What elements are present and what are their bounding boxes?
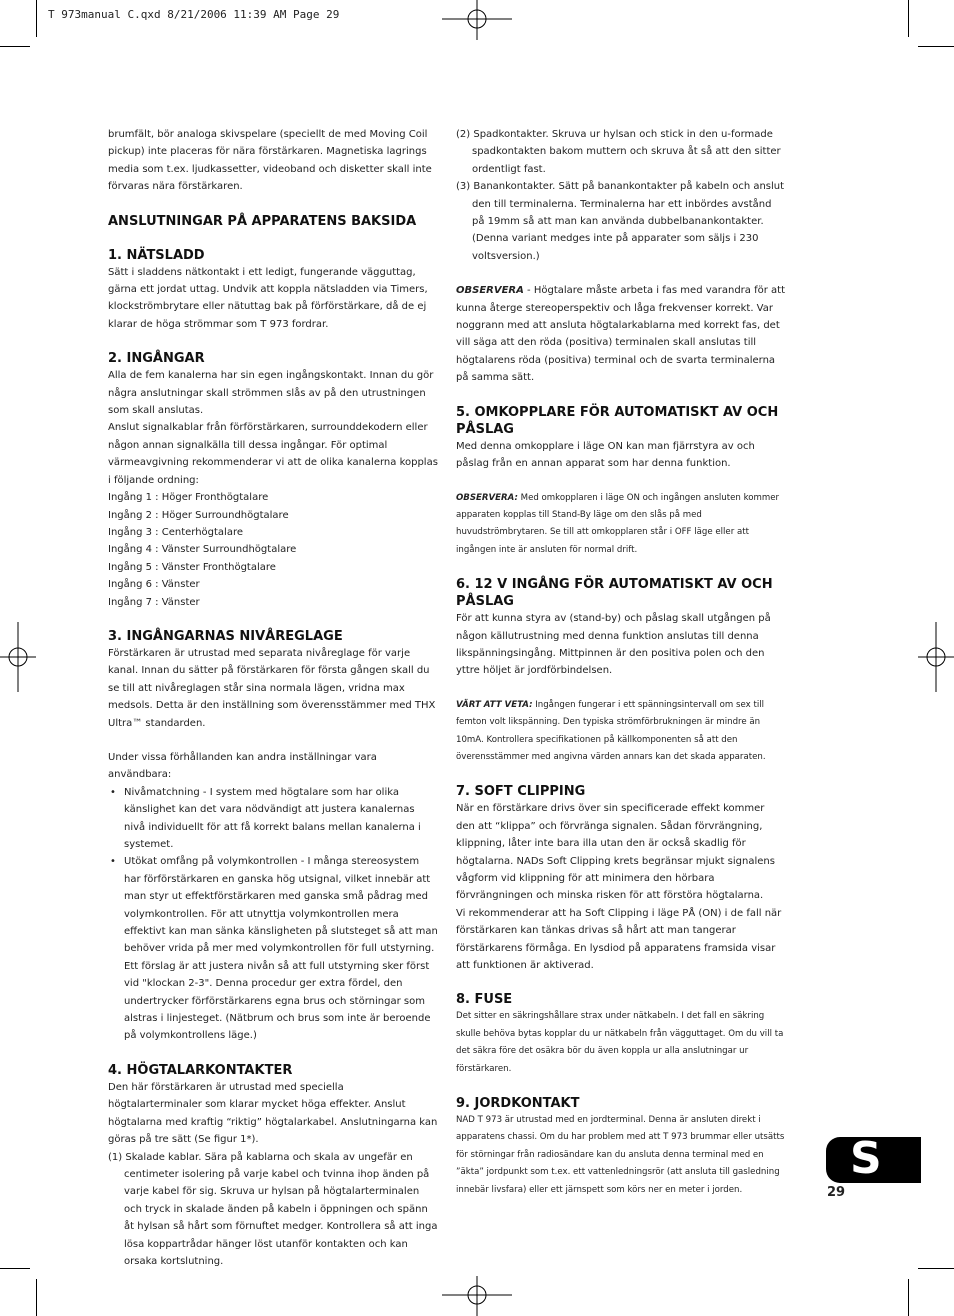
input-list-item: Ingång 6 : Vänster [108, 579, 200, 591]
crop-mark [36, 1279, 37, 1316]
natsladd-text: Sätt i sladdens nätkontakt i ett ledigt, fungerande vägguttag, gärna ett jordat uttag. Undvik att koppla nätsladden via Timers, klockströmbrytare eller nätuttag bak på förförstärkare, då de ej klarar de höga strömmar som T 973 fordrar. [108, 266, 428, 330]
input-list-item: Ingång 5 : Vänster Fronthögtalare [108, 561, 276, 573]
crop-mark [908, 0, 909, 37]
note-label: OBSERVERA [456, 285, 524, 297]
intro-paragraph: brumfält, bör analoga skivspelare (speciellt de med Moving Coil pickup) inte placeras för nära förstärkaren. Magnetiska lagrings media som t.ex. ljudkassetter, videoband och disketter skall inte förvaras nära förstärkaren. [108, 129, 432, 193]
jordkontakt-text: NAD T 973 är utrustad med en jordterminal. Denna är ansluten direkt i apparatens chassi. Om du har problem med att T 973 brummar eller utsätts för störningar från radiosändare kan du ansluta denna terminal med en ”äkta” jordpunkt som t.ex. ett vattenledningsrör (att ansluta till gasledning innebär livsfara) eller ett järnspett som körs ner en meter i jorden. [456, 1115, 785, 1195]
crop-mark [918, 1268, 954, 1269]
heading-fuse: 8. FUSE [456, 992, 513, 1008]
heading-nivareglage: 3. INGÅNGARNAS NIVÅREGLAGE [108, 628, 343, 644]
note-label: OBSERVERA: [456, 492, 518, 503]
input-list-item: Ingång 7 : Vänster [108, 596, 200, 608]
connection-method-2: (2) Spadkontakter. Skruva ur hylsan och stick in den u-formade spadkontakten bakom muttern och skruva åt så att den sitter ordentligt fast. [456, 129, 781, 175]
page-number: 29 [827, 1185, 846, 1200]
voltage-note [456, 697, 786, 767]
note-label: VÄRT ATT VETA: [456, 699, 533, 710]
crop-mark [918, 46, 954, 47]
soft-clipping-text-2: Vi rekommenderar att ha Soft Clipping i läge PÅ (ON) i de fall när förstärkaren kan tänkas drivas så hårt att man tangerar förstärkarens förmåga. En lysdiod på apparatens framsida visar att funktionen är aktiverad. [456, 907, 782, 972]
nivareglage-text-2: Under vissa förhållanden kan andra inställningar vara användbara: [108, 751, 377, 781]
heading-ingangar: 2. INGÅNGAR [108, 351, 205, 367]
soft-clipping-text-1: När en förstärkare drivs över sin specificerade effekt kommer den att “klippa” och förvränga signalen. Sådan förvrängning, klippning, låter inte bara illa utan den är också skadlig för högtalarna. NADs Soft Clipping krets begränsar mjukt signalens vågform vid klippning för att minimera den hörbara förvrängningen och minska risken för att förstöra högtalarna. [456, 803, 775, 902]
crop-mark [0, 46, 30, 47]
heading-hogtalarkontakter: 4. HÖGTALARKONTAKTER [108, 1062, 293, 1078]
crop-mark [908, 1279, 909, 1316]
input-list-item: Ingång 2 : Höger Surroundhögtalare [108, 509, 289, 521]
registration-mark-right [918, 622, 954, 692]
language-tab [826, 1133, 921, 1184]
heading-jordkontakt: 9. JORDKONTAKT [456, 1096, 580, 1112]
left-column [108, 126, 438, 1270]
heading-soft-clipping: 7. SOFT CLIPPING [456, 784, 586, 800]
heading-omkopplare: 5. OMKOPPLARE FÖR AUTOMATISKT AV OCH PÅSLAG [456, 404, 779, 437]
connection-method-1: (1) Skalade kablar. Sära på kablarna och skala av ungefär en centimeter isolering på varje kabel och tvinna ihop änden på varje kabel för sig. Skruva ur hylsan på högtalarterminalen och tryck in skalade änden på kabeln i öppningen och spänn åt hylsan så hårt som förnuftet medger. Kontrollera så att inga lösa koppartrådar hänger löst utanför kontakten och kan orsaka kortslutning. [108, 1151, 438, 1267]
crop-mark [36, 0, 37, 37]
omkopplare-text: Med denna omkopplare i läge ON kan man fjärrstyra av och påslag från en annan apparat som har denna funktion. [456, 440, 755, 470]
12v-ingang-text: För att kunna styra av (stand-by) och påslag skall utgången på någon källutrustning med denna funktion anslutas till denna likspänningsingång. Mittpinnen är den positiva polen och den yttre höljet är jordförbindelsen. [456, 613, 771, 677]
print-slug: T 973manual C.qxd 8/21/2006 11:39 AM Page 29 [48, 8, 340, 21]
bullet-icon: • [110, 856, 116, 868]
bullet-text: Utökat omfång på volymkontrollen - I många stereosystem har förförstärkaren en ganska hög utsignal, vilket innebär att man styr ut effektförstärkaren med ganska små pådrag med volymkontrollen. För att utnyttja volymkontrollen mera effektivt kan man sänka känsligheten på slutsteget så att man behöver vrida på mer med volymkontrollen för full utstyrning. Ett förslag är att justera nivån så att full utstyrning sker först vid "klockan 2-3". Denna procedur ger extra fördel, den undertrycker förförstärkarens egna brus och störningar som alstras i linjesteget. (Nätbrum och brus som inte är beroende på volymkontrollens läge.) [124, 856, 438, 1042]
input-list-item: Ingång 3 : Centerhögtalare [108, 526, 243, 538]
input-list-item: Ingång 4 : Vänster Surroundhögtalare [108, 544, 297, 556]
registration-mark-bottom [442, 1276, 512, 1316]
right-column [456, 126, 786, 1199]
hogtalarkontakter-text: Den här förstärkaren är utrustad med speciella högtalarterminaler som klarar mycket höga effekter. Anslut högtalarna med kraftig “riktig” högtalarkabel. Anslutningarna kan göras på tre sätt (Se figur 1*). [108, 1081, 438, 1146]
note-text: Med omkopplaren i läge ON och ingången ansluten kommer apparaten kopplas till Stand-By läge om den slås på med huvudströmbrytaren. Se till att omkopplaren står i OFF läge eller att ingången inte är ansluten för normal drift. [456, 492, 780, 555]
standby-note [456, 490, 786, 560]
heading-12v-ingang: 6. 12 V INGÅNG FÖR AUTOMATISKT AV OCH PÅSLAG [456, 577, 773, 610]
bullet-text: Nivåmatchning - I system med högtalare som har olika känslighet kan det vara nödvändigt att justera kanalernas nivå individuellt för att få korrekt balans mellan kanalerna i systemet. [124, 786, 421, 850]
heading-natsladd: 1. NÄTSLADD [108, 247, 205, 263]
bullet-item [108, 853, 438, 1044]
note-text: Ingången fungerar i ett spänningsintervall om sex till femton volt likspänning. Den typiska strömförbrukningen är mindre än 10mA. Kontrollera specifikationen på källkomponenten så att den överensstämmer med angivna värden annars kan det skada apparaten. [456, 699, 766, 762]
ingangar-text-2: Anslut signalkablar från förförstärkaren, surrounddekodern eller någon annan signalkälla till dessa ingångar. För optimal värmeavgivning rekommenderar vi att de olika kanalerna kopplas i följande ordning: [108, 422, 438, 486]
nivareglage-text-1: Förstärkaren är utrustad med separata nivåreglage för varje kanal. Innan du sätter på förstärkaren för första gången skall du se till att nivåreglagen står sina normala lägen, vridna max medsols. Detta är den inställning som överensstämmer med THX Ultra™ standarden. [108, 647, 436, 729]
connection-method-3: (3) Banankontakter. Sätt på banankontakter på kabeln och anslut den till terminalerna. Terminalerna har ett inbördes avstånd på 19mm så att man kan använda dubbelbanankontakter. (Denna variant medges inte på apparater som säljs i 230 voltsversion.) [456, 181, 785, 262]
fuse-text: Det sitter en säkringshållare strax under nätkabeln. I det fall en säkring skulle behöva bytas kopplar du ur nätkabeln från vägguttaget. Om du vill ta det säkra före det osäkra bör du även koppla ur alla anslutningar ur förstärkaren. [456, 1011, 784, 1074]
registration-mark-left [0, 622, 36, 692]
crop-mark [0, 1268, 30, 1269]
bullet-item [108, 784, 438, 854]
phase-note [456, 282, 786, 386]
section-heading: ANSLUTNINGAR PÅ APPARATENS BAKSIDA [108, 213, 417, 229]
bullet-icon: • [110, 786, 116, 798]
input-list-item: Ingång 1 : Höger Fronthögtalare [108, 492, 269, 504]
registration-mark-top [442, 0, 512, 40]
note-text: - Högtalare måste arbeta i fas med varandra för att kunna återge stereoperspektiv och låga frekvenser korrekt. Var noggrann med att ansluta högtalarkablarna med korrekt fas, det vill säga att den röda (positiva) terminalen skall anslutas till högtalarens röda (positiva) terminal och de svarta terminalerna på samma sätt. [456, 285, 786, 384]
language-tab-letter: S [850, 1133, 882, 1184]
ingangar-text-1: Alla de fem kanalerna har sin egen ingångskontakt. Innan du gör några anslutningar skall strömmen slås av på den utrustningen som skall anslutas. [108, 370, 434, 417]
